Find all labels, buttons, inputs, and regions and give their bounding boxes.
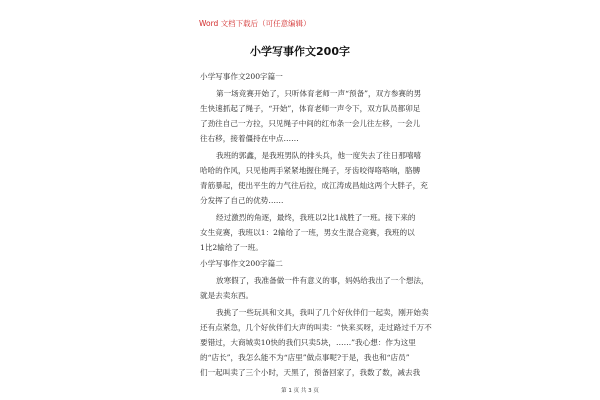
paragraph-line: 1比2输给了一班。 [200, 243, 263, 252]
paragraph-line: 我挑了一些玩具和文具，我叫了几个好伙伴们一起卖，刚开始卖 [216, 308, 429, 317]
paragraph-line: 青筋暴起，使出平生的力气往后拉，成江涛成昌灿这两个大胖子，充 [200, 181, 428, 190]
paragraph-line: 就是去卖东西。 [200, 291, 254, 300]
paragraph-line: 了劲往自己一方拉，只见绳子中间的红布条一会儿往左移，一会儿 [200, 119, 421, 128]
section-heading-1: 小学写事作文200字篇一 [200, 72, 283, 81]
section-heading-2: 小学写事作文200字篇二 [200, 259, 283, 268]
paragraph-line: 还有点紧急，几个好伙伴们大声的叫卖：“快来买呀，走过路过千万不 [200, 323, 432, 332]
paragraph-line: 们一起叫卖了三个小时，天黑了，预备回家了，我数了数，减去我 [200, 368, 421, 377]
paragraph-line: 往右移，接着僵持在中点…… [200, 134, 299, 143]
paragraph-line: 的“店长”，我怎么能不为“店里”做点事呢?于是，我也和“店员” [200, 353, 410, 362]
paragraph-line: 要错过，大商城卖10快的我们只卖5块，……”我心想：作为这里 [200, 338, 416, 347]
paragraph-line: 哈哈的作风，只见他两手紧紧地握住绳子，牙齿咬得咯咯响，胳膊 [200, 166, 421, 175]
paragraph-line: 我班的郭鑫，是我班男队的排头兵，他一度失去了往日那嘻嘻 [216, 151, 422, 160]
paragraph-line: 第一场竞赛开始了，只听体育老师一声“预备”，双方参赛的男 [216, 89, 422, 98]
paragraph-line: 女生竞赛，我班以1：2输给了一班，男女生混合竞赛，我班的以 [200, 228, 415, 237]
paragraph-line: 生快速抓起了绳子，“开始”，体育老师一声令下，双方队员都卯足 [200, 104, 421, 113]
page-number: 第 1 页 共 3 页 [281, 388, 319, 394]
paragraph-line: 放寒假了，我准备做一件有意义的事，妈妈给我出了一个想法， [216, 276, 429, 285]
paragraph-line: 分发挥了自己的优势…… [200, 196, 284, 205]
page-title: 小学写事作文200字 [250, 45, 350, 58]
download-note: Word 文档下载后（可任意编辑） [199, 19, 311, 28]
paragraph-line: 经过激烈的角逐，最终，我班以2比1战胜了一班。接下来的 [216, 213, 416, 222]
